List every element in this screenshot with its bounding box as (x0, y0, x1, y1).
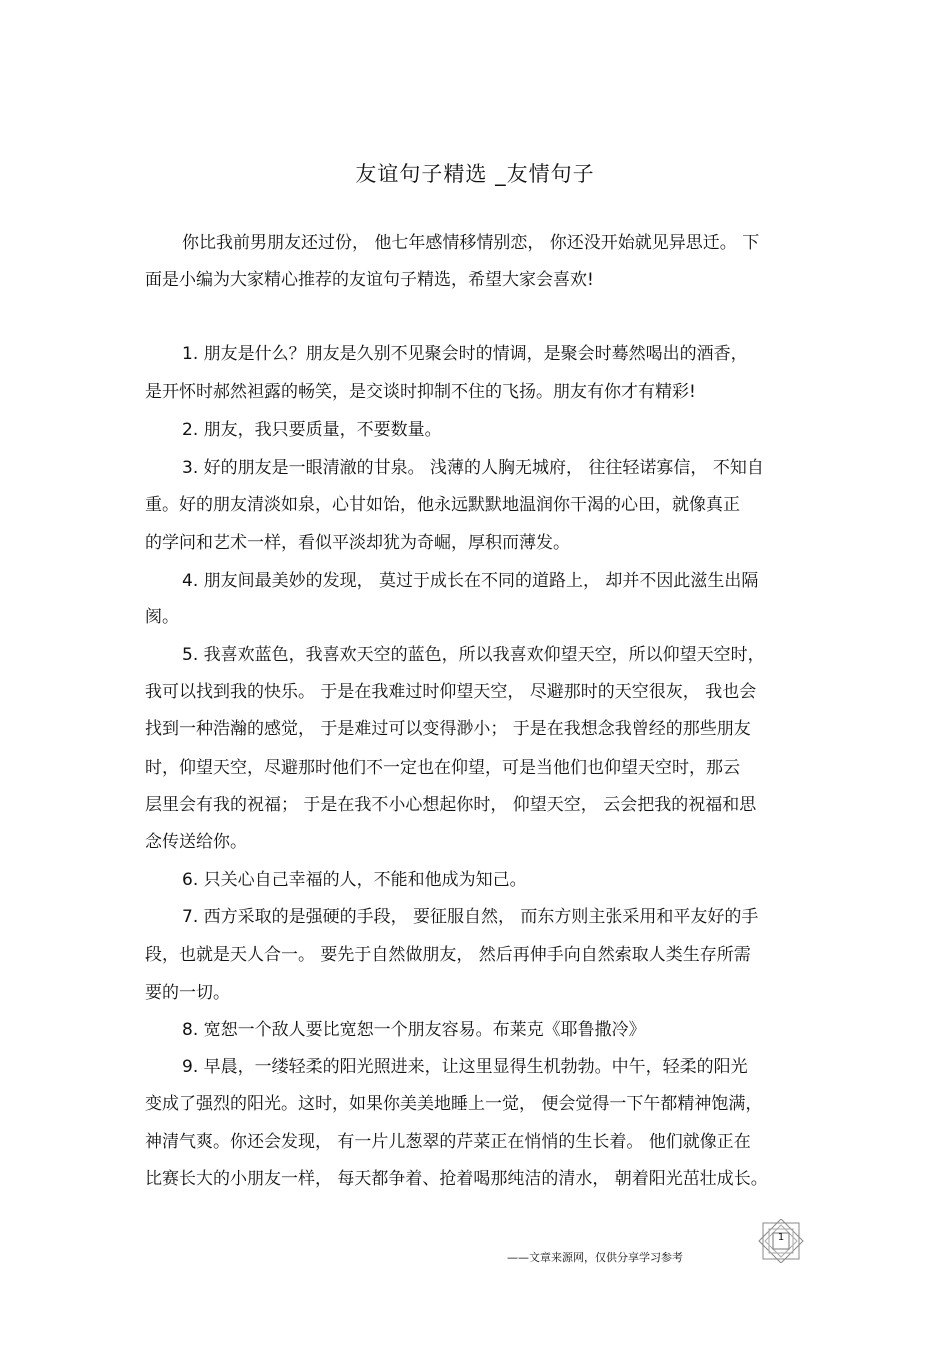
item-line: 找到一种浩瀚的感觉， 于是难过可以变得渺小； 于是在我想念我曾经的那些朋友 (145, 719, 751, 739)
page-number-badge (757, 1219, 805, 1263)
document-title: 友谊句子精选 _友情句子 (355, 162, 595, 186)
item-line: 8. 宽恕一个敌人要比宽恕一个朋友容易。布莱克《耶鲁撒冷》 (182, 1020, 646, 1040)
item-line: 是开怀时郝然袒露的畅笑，是交谈时抑制不住的飞扬。朋友有你才有精彩! (145, 382, 696, 402)
item-line: 层里会有我的祝福； 于是在我不小心想起你时， 仰望天空， 云会把我的祝福和思 (145, 795, 757, 815)
item-line: 重。好的朋友清淡如泉，心甘如饴，他永远默默地温润你干渴的心田，就像真正 (145, 495, 740, 515)
item-line: 4. 朋友间最美妙的发现， 莫过于成长在不同的道路上， 却并不因此滋生出隔 (182, 571, 759, 591)
item-line: 7. 西方采取的是强硬的手段， 要征服自然， 而东方则主张采用和平友好的手 (182, 907, 759, 927)
item-line: 1. 朋友是什么？朋友是久别不见聚会时的情调，是聚会时蓦然喝出的酒香， (182, 344, 748, 364)
item-line: 变成了强烈的阳光。这时，如果你美美地睡上一觉， 便会觉得一下午都精神饱满， (145, 1094, 763, 1114)
item-line: 时，仰望天空，尽避那时他们不一定也在仰望，可是当他们也仰望天空时，那云 (145, 758, 740, 778)
item-line: 我可以找到我的快乐。 于是在我难过时仰望天空， 尽避那时的天空很灰， 我也会 (145, 682, 757, 702)
item-line: 段，也就是天人合一。 要先于自然做朋友， 然后再伸手向自然索取人类生存所需 (145, 945, 751, 965)
item-line: 阂。 (145, 607, 179, 627)
item-line: 2. 朋友，我只要质量，不要数量。 (182, 420, 442, 440)
item-line: 神清气爽。你还会发现， 有一片儿葱翠的芹菜正在悄悄的生长着。 他们就像正在 (145, 1132, 751, 1152)
item-line: 念传送给你。 (145, 832, 247, 852)
item-line: 5. 我喜欢蓝色，我喜欢天空的蓝色，所以我喜欢仰望天空，所以仰望天空时， (182, 645, 765, 665)
item-line: 比赛长大的小朋友一样， 每天都争着、抢着喝那纯洁的清水， 朝着阳光茁壮成长。 (145, 1169, 768, 1189)
page-number: 1 (777, 1232, 785, 1243)
source-footer: ——文章来源网，仅供分享学习参考 (507, 1251, 683, 1264)
item-line: 的学问和艺术一样，看似平淡却犹为奇崛，厚积而薄发。 (145, 533, 570, 553)
item-line: 9. 早晨，一缕轻柔的阳光照进来，让这里显得生机勃勃。中午，轻柔的阳光 (182, 1057, 748, 1077)
intro-line: 你比我前男朋友还过份， 他七年感情移情别恋， 你还没开始就见异思迁。 下 (182, 233, 760, 253)
item-line: 3. 好的朋友是一眼清澈的甘泉。 浅薄的人胸无城府， 往往轻诺寡信， 不知自 (182, 458, 764, 478)
intro-line: 面是小编为大家精心推荐的友谊句子精选，希望大家会喜欢! (145, 270, 594, 290)
item-line: 6. 只关心自己幸福的人，不能和他成为知己。 (182, 870, 527, 890)
item-line: 要的一切。 (145, 983, 230, 1003)
